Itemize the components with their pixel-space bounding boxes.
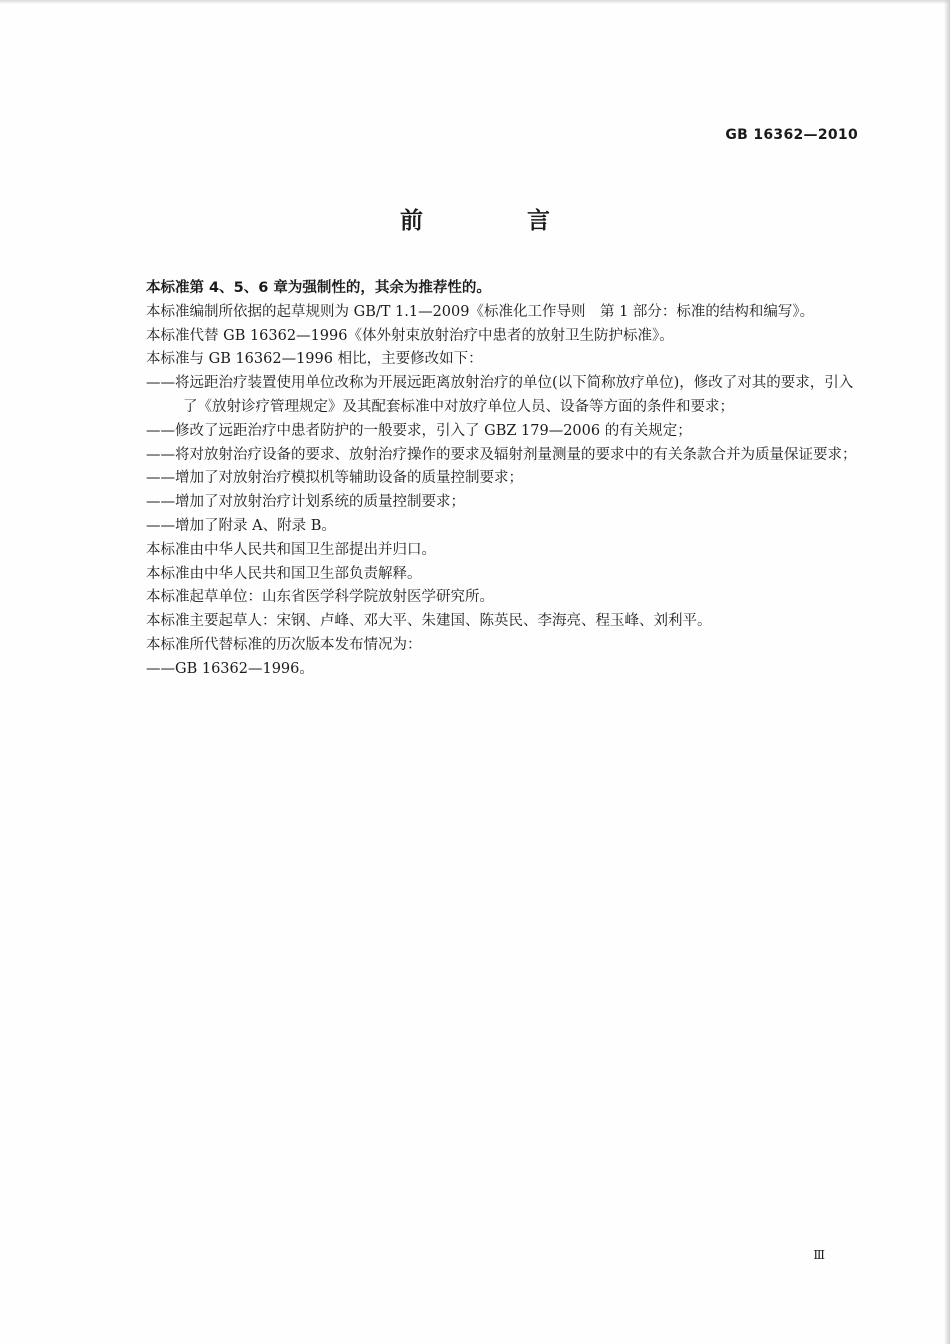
interpretation-paragraph: 本标准由中华人民共和国卫生部负责解释。 [146, 565, 422, 582]
proposer-paragraph: 本标准由中华人民共和国卫生部提出并归口。 [146, 541, 436, 558]
change-item: ——增加了对放射治疗计划系统的质量控制要求； [146, 494, 465, 511]
drafting-unit-paragraph: 本标准起草单位：山东省医学科学院放射医学研究所。 [146, 589, 494, 606]
standard-code: GB 16362—2010 [725, 127, 858, 143]
scan-edge-top [0, 0, 950, 4]
previous-versions-paragraph: 本标准所代替标准的历次版本发布情况为： [146, 636, 422, 653]
change-item: ——增加了附录 A、附录 B。 [146, 517, 336, 534]
page-number: Ⅲ [813, 1248, 825, 1262]
replacement-paragraph: 本标准代替 GB 16362—1996《体外射束放射治疗中患者的放射卫生防护标准》。 [146, 327, 674, 344]
changes-intro-paragraph: 本标准与 GB 16362—1996 相比，主要修改如下： [146, 351, 483, 368]
document-body [146, 277, 858, 682]
previous-version-item: ——GB 16362—1996。 [146, 660, 314, 677]
change-item: ——修改了远距治疗中患者防护的一般要求，引入了 GBZ 179—2006 的有关规定； [146, 422, 692, 439]
change-item: ——将远距治疗装置使用单位改称为开展远距离放射治疗的单位(以下简称放疗单位)，修改了对其的要求，引入了《放射诊疗管理规定》及其配套标准中对放疗单位人员、设备等方面的条件和要求； [146, 375, 854, 415]
drafters-paragraph: 本标准主要起草人：宋钢、卢峰、邓大平、朱建国、陈英民、李海亮、程玉峰、刘利平。 [146, 613, 712, 630]
change-item: ——增加了对放射治疗模拟机等辅助设备的质量控制要求； [146, 470, 523, 487]
change-item: ——将对放射治疗设备的要求、放射治疗操作的要求及辐射剂量测量的要求中的有关条款合并为质量保证要求； [146, 446, 857, 463]
page-title: 前 言 [399, 208, 598, 234]
drafting-rules-paragraph: 本标准编制所依据的起草规则为 GB/T 1.1—2009《标准化工作导则 第 1 部分：标准的结构和编写》。 [146, 303, 815, 320]
mandatory-statement: 本标准第 4、5、6 章为强制性的，其余为推荐性的。 [146, 280, 491, 296]
